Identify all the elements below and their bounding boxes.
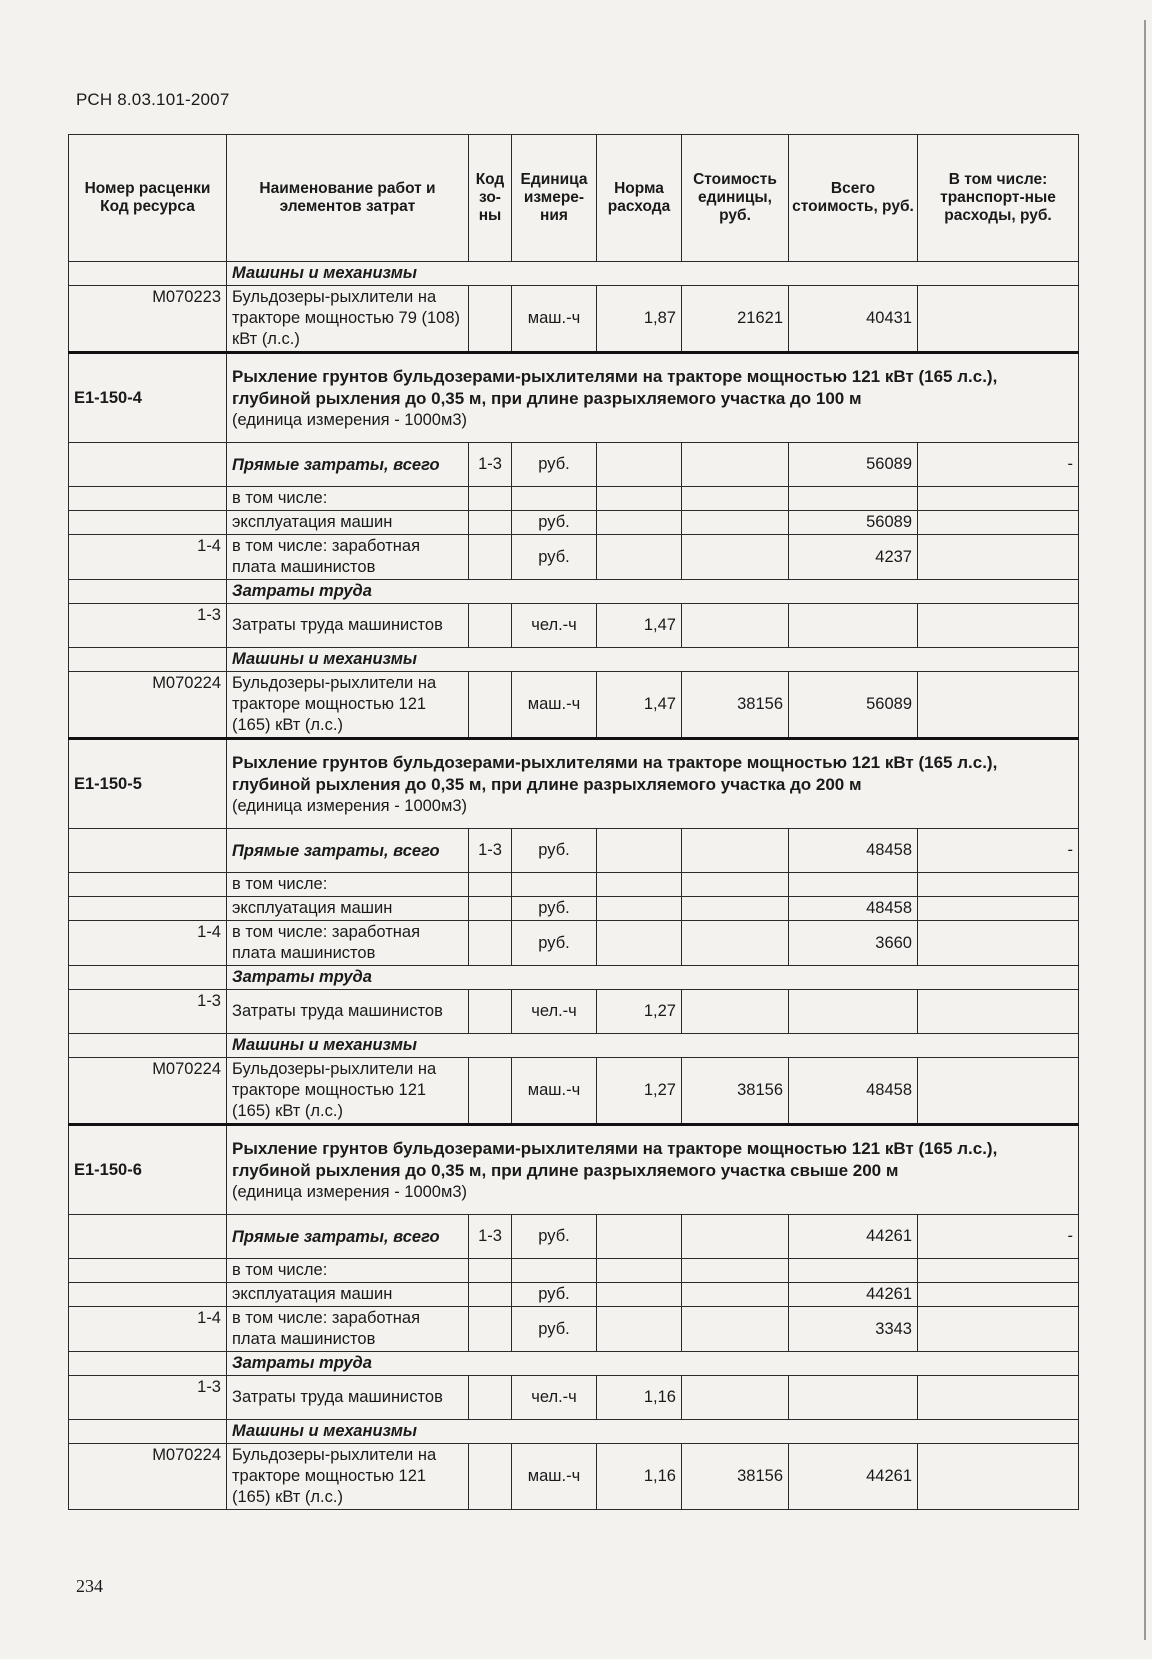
unit-cell: руб.: [512, 829, 597, 873]
table-row: [69, 286, 1079, 353]
unit-cell: маш.-ч: [512, 1058, 597, 1125]
total-cell: 48458: [789, 897, 918, 921]
section-unit-note: (единица измерения - 1000м3): [232, 1182, 467, 1201]
unit-cell: руб.: [512, 443, 597, 487]
resource-name: Бульдозеры-рыхлители на тракторе мощностью 79 (108) кВт (л.с.): [227, 286, 469, 353]
table-row: [69, 990, 1079, 1034]
category-row: [69, 580, 1079, 604]
total-cell: 40431: [789, 286, 918, 353]
including-label: в том числе:: [227, 873, 469, 897]
norm-cell: 1,47: [597, 604, 682, 648]
resource-code: М070224: [69, 1058, 227, 1125]
total-cell: 44261: [789, 1283, 918, 1307]
norm-cell: 1,27: [597, 990, 682, 1034]
total-cell: 48458: [789, 1058, 918, 1125]
resource-name: Бульдозеры-рыхлители на тракторе мощностью 121 (165) кВт (л.с.): [227, 672, 469, 739]
table-row: [69, 873, 1079, 897]
category-label: Машины и механизмы: [227, 262, 1079, 286]
direct-costs-row: [69, 1215, 1079, 1259]
col-header-unit-cost: Стоимость единицы, руб.: [682, 135, 789, 262]
resource-code: 1-4: [69, 1307, 227, 1352]
table-header-row: [69, 135, 1079, 262]
col-header-unit: Единица измере-ния: [512, 135, 597, 262]
table-row: [69, 1444, 1079, 1510]
unit-cell: чел.-ч: [512, 604, 597, 648]
section-code: Е1-150-5: [69, 739, 227, 829]
category-row: [69, 262, 1079, 286]
unit-cell: чел.-ч: [512, 1376, 597, 1420]
section-code: Е1-150-6: [69, 1125, 227, 1215]
document-code: РСН 8.03.101-2007: [76, 90, 230, 109]
unit-cell: маш.-ч: [512, 672, 597, 739]
wages-label: в том числе: заработная плата машинистов: [227, 921, 469, 966]
category-label: Затраты труда: [227, 966, 1079, 990]
unit-cell: руб.: [512, 535, 597, 580]
table-row: [69, 672, 1079, 739]
total-cell: 3660: [789, 921, 918, 966]
table-row: [69, 1283, 1079, 1307]
resource-name: Бульдозеры-рыхлители на тракторе мощностью 121 (165) кВт (л.с.): [227, 1058, 469, 1125]
category-row: [69, 1352, 1079, 1376]
col-header-zone: Код зо-ны: [469, 135, 512, 262]
total-cell: 56089: [789, 443, 918, 487]
section-title: Рыхление грунтов бульдозерами-рыхлителями на тракторе мощностью 121 кВт (165 л.с.), глубиной рыхления до 0,35 м, при длине разрыхляемого участка свыше 200 м: [232, 1138, 998, 1180]
unit-cost-cell: 38156: [682, 1058, 789, 1125]
table-row: [69, 1259, 1079, 1283]
resource-code: 1-3: [69, 990, 227, 1034]
category-label: Машины и механизмы: [227, 1034, 1079, 1058]
including-label: в том числе:: [227, 487, 469, 511]
operation-label: эксплуатация машин: [227, 897, 469, 921]
total-cell: 44261: [789, 1444, 918, 1510]
total-cell: 4237: [789, 535, 918, 580]
zone-cell: 1-3: [469, 443, 512, 487]
category-label: Машины и механизмы: [227, 648, 1079, 672]
table-row: [69, 1376, 1079, 1420]
norm-cell: 1,27: [597, 1058, 682, 1125]
operation-label: эксплуатация машин: [227, 1283, 469, 1307]
unit-cell: руб.: [512, 921, 597, 966]
category-label: Машины и механизмы: [227, 1420, 1079, 1444]
section-header-row: [69, 353, 1079, 443]
labor-label: Затраты труда машинистов: [227, 604, 469, 648]
wages-label: в том числе: заработная плата машинистов: [227, 535, 469, 580]
category-row: [69, 648, 1079, 672]
norm-cell: 1,47: [597, 672, 682, 739]
operation-label: эксплуатация машин: [227, 511, 469, 535]
norm-cell: 1,16: [597, 1444, 682, 1510]
category-label: Затраты труда: [227, 580, 1079, 604]
section-title: Рыхление грунтов бульдозерами-рыхлителями на тракторе мощностью 121 кВт (165 л.с.), глубиной рыхления до 0,35 м, при длине разрыхляемого участка до 100 м: [232, 366, 998, 408]
resource-code: 1-3: [69, 1376, 227, 1420]
table-row: [69, 1058, 1079, 1125]
total-cell: 3343: [789, 1307, 918, 1352]
page-number: 234: [76, 1576, 103, 1596]
transport-cell: -: [918, 1215, 1079, 1259]
resource-code: 1-3: [69, 604, 227, 648]
unit-cost-cell: 21621: [682, 286, 789, 353]
unit-cell: руб.: [512, 511, 597, 535]
unit-cost-cell: 38156: [682, 672, 789, 739]
category-row: [69, 1034, 1079, 1058]
transport-cell: -: [918, 829, 1079, 873]
wages-label: в том числе: заработная плата машинистов: [227, 1307, 469, 1352]
table-row: [69, 535, 1079, 580]
zone-cell: 1-3: [469, 829, 512, 873]
total-cell: 56089: [789, 672, 918, 739]
resource-code: 1-4: [69, 535, 227, 580]
transport-cell: -: [918, 443, 1079, 487]
resource-code: 1-4: [69, 921, 227, 966]
direct-costs-label: Прямые затраты, всего: [227, 443, 469, 487]
resource-name: Бульдозеры-рыхлители на тракторе мощностью 121 (165) кВт (л.с.): [227, 1444, 469, 1510]
section-header-row: [69, 1125, 1079, 1215]
table-row: [69, 604, 1079, 648]
norm-cell: 1,87: [597, 286, 682, 353]
unit-cost-cell: 38156: [682, 1444, 789, 1510]
table-row: [69, 921, 1079, 966]
direct-costs-label: Прямые затраты, всего: [227, 829, 469, 873]
col-header-norm: Норма расхода: [597, 135, 682, 262]
direct-costs-row: [69, 829, 1079, 873]
col-header-transport: В том числе: транспорт-ные расходы, руб.: [918, 135, 1079, 262]
table-row: [69, 897, 1079, 921]
col-header-code: Номер расценки Код ресурса: [69, 135, 227, 262]
labor-label: Затраты труда машинистов: [227, 990, 469, 1034]
unit-cell: маш.-ч: [512, 286, 597, 353]
table-row: [69, 511, 1079, 535]
labor-label: Затраты труда машинистов: [227, 1376, 469, 1420]
norm-cell: 1,16: [597, 1376, 682, 1420]
table-row: [69, 487, 1079, 511]
zone-cell: 1-3: [469, 1215, 512, 1259]
total-cell: 44261: [789, 1215, 918, 1259]
resource-code: М070224: [69, 1444, 227, 1510]
section-title: Рыхление грунтов бульдозерами-рыхлителями на тракторе мощностью 121 кВт (165 л.с.), глубиной рыхления до 0,35 м, при длине разрыхляемого участка до 200 м: [232, 752, 998, 794]
section-unit-note: (единица измерения - 1000м3): [232, 796, 467, 815]
col-header-total-cost: Всего стоимость, руб.: [789, 135, 918, 262]
category-row: [69, 1420, 1079, 1444]
resource-code: М070223: [69, 286, 227, 353]
unit-cell: маш.-ч: [512, 1444, 597, 1510]
unit-cell: руб.: [512, 897, 597, 921]
unit-cell: чел.-ч: [512, 990, 597, 1034]
category-row: [69, 966, 1079, 990]
direct-costs-label: Прямые затраты, всего: [227, 1215, 469, 1259]
section-unit-note: (единица измерения - 1000м3): [232, 410, 467, 429]
direct-costs-row: [69, 443, 1079, 487]
table-row: [69, 1307, 1079, 1352]
unit-cell: руб.: [512, 1283, 597, 1307]
section-code: Е1-150-4: [69, 353, 227, 443]
total-cell: 56089: [789, 511, 918, 535]
unit-cell: руб.: [512, 1307, 597, 1352]
including-label: в том числе:: [227, 1259, 469, 1283]
page-edge-line: [1144, 20, 1146, 1640]
price-table: [68, 134, 1079, 1510]
total-cell: 48458: [789, 829, 918, 873]
section-header-row: [69, 739, 1079, 829]
col-header-name: Наименование работ и элементов затрат: [227, 135, 469, 262]
unit-cell: руб.: [512, 1215, 597, 1259]
resource-code: М070224: [69, 672, 227, 739]
category-label: Затраты труда: [227, 1352, 1079, 1376]
